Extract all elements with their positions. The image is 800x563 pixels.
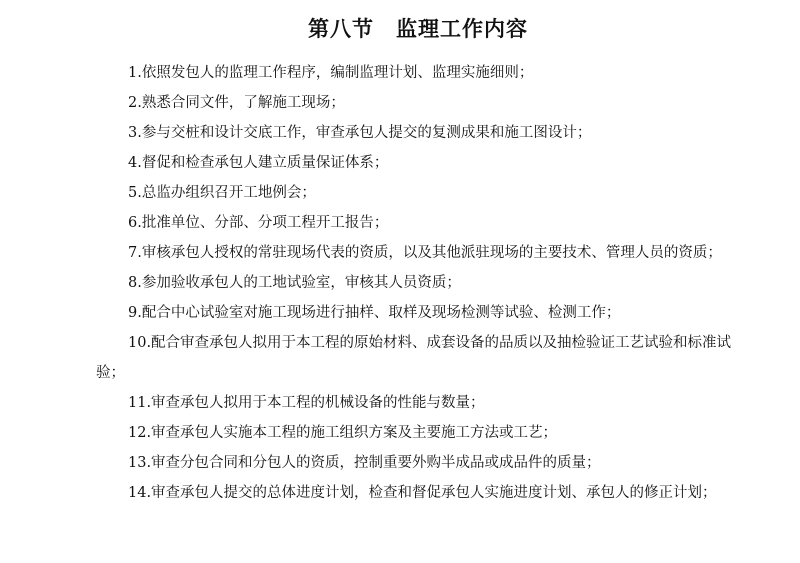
section-title: 第八节 监理工作内容 [308, 16, 528, 41]
list-item: 11.审查承包人拟用于本工程的机械设备的性能与数量； [128, 395, 485, 411]
list-item: 7.审核承包人授权的常驻现场代表的资质，以及其他派驻现场的主要技术、管理人员的资质； [128, 245, 722, 261]
list-item: 12.审查承包人实施本工程的施工组织方案及主要施工方法或工艺； [128, 425, 558, 441]
list-item: 1.依照发包人的监理工作程序，编制监理计划、监理实施细则； [128, 65, 534, 81]
list-item: 4.督促和检查承包人建立质量保证体系； [128, 155, 389, 171]
list-item: 2.熟悉合同文件，了解施工现场； [128, 95, 345, 111]
list-item: 10.配合审查承包人拟用于本工程的原始材料、成套设备的品质以及抽检验证工艺试验和标准试验； [96, 335, 732, 381]
list-item: 5.总监办组织召开工地例会； [128, 185, 316, 201]
list-item: 8.参加验收承包人的工地试验室，审核其人员资质； [128, 275, 461, 291]
list-item: 14.审查承包人提交的总体进度计划，检查和督促承包人实施进度计划、承包人的修正计划； [128, 485, 717, 501]
work-content-list [96, 58, 760, 508]
list-item: 9.配合中心试验室对施工现场进行抽样、取样及现场检测等试验、检测工作； [128, 305, 621, 321]
list-item: 6.批准单位、分部、分项工程开工报告； [128, 215, 389, 231]
list-item: 3.参与交桩和设计交底工作，审查承包人提交的复测成果和施工图设计； [128, 125, 592, 141]
list-item: 13.审查分包合同和分包人的资质，控制重要外购半成品或成品件的质量； [128, 455, 601, 471]
